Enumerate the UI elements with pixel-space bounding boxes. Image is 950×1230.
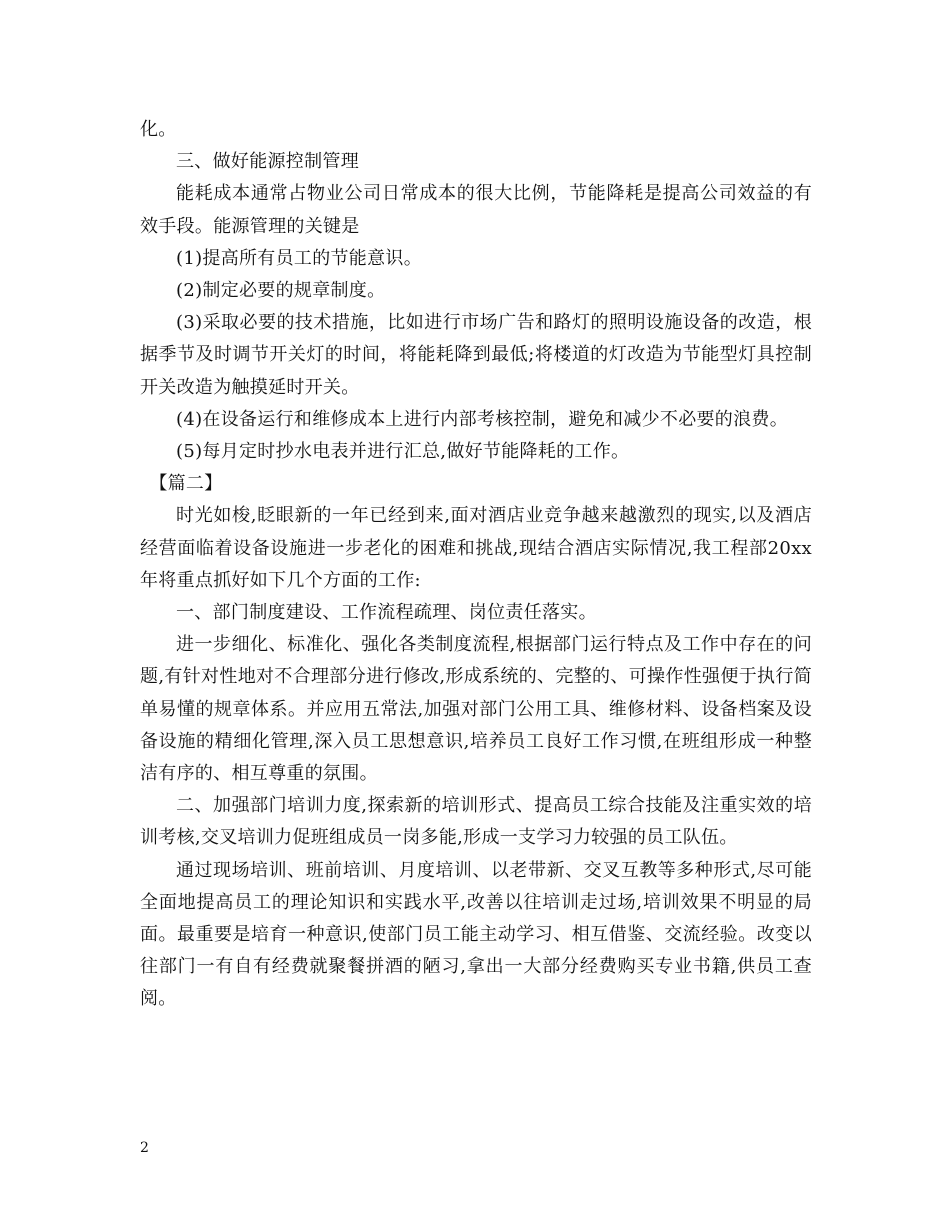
paragraph: 能耗成本通常占物业公司日常成本的很大比例，节能降耗是提高公司效益的有效手段。能源管理的关键是	[140, 183, 812, 237]
chapter-heading-pad	[140, 473, 158, 494]
paragraph: 通过现场培训、班前培训、月度培训、以老带新、交叉互教等多种形式,尽可能全面地提高员工的理论知识和实践水平,改善以往培训走过场,培训效果不明显的局面。最重要是培育一种意识,使部门员工能主动学习、相互借鉴、交流经验。改变以往部门一有自有经费就聚餐拼酒的陋习,拿出一大部分经费购买专业书籍,供员工查阅。	[140, 859, 812, 1010]
paragraph: 进一步细化、标准化、强化各类制度流程,根据部门运行特点及工作中存在的问题,有针对性地对不合理部分进行修改,形成系统的、完整的、可操作性强便于执行简单易懂的规章体系。并应用五常法,加强对部门公用工具、维修材料、设备档案及设备设施的精细化管理,深入员工思想意识,培养员工良好工作习惯,在班组形成一种整洁有序的、相互尊重的氛围。	[140, 634, 812, 785]
list-item: (1)提高所有员工的节能意识。	[176, 247, 422, 269]
section-heading: 一、部门制度建设、工作流程疏理、岗位责任落实。	[176, 602, 597, 624]
list-item: (5)每月定时抄水电表并进行汇总,做好节能降耗的工作。	[176, 441, 630, 463]
paragraph: 化。	[140, 119, 177, 140]
list-item: (2)制定必要的规章制度。	[176, 280, 386, 302]
section-heading: 二、加强部门培训力度,探索新的培训形式、提高员工综合技能及注重实效的培训考核,交叉培训力促班组成员一岗多能,形成一支学习力较强的员工队伍。	[140, 795, 812, 849]
paragraph: 时光如梭,眨眼新的一年已经到来,面对酒店业竞争越来越激烈的现实,以及酒店经营面临着设备设施进一步老化的困难和挑战,现结合酒店实际情况,我工程部20xx年将重点抓好如下几个方面的工作:	[140, 505, 812, 591]
chapter-heading-text: 【篇二】	[158, 473, 223, 495]
page-number: 2	[140, 1140, 149, 1156]
list-item: (3)采取必要的技术措施，比如进行市场广告和路灯的照明设施设备的改造，根据季节及时调节开关灯的时间，将能耗降到最低;将楼道的灯改造为节能型灯具控制开关改造为触摸延时开关。	[140, 312, 812, 398]
chapter-heading	[140, 468, 812, 500]
document-body	[140, 114, 812, 1016]
section-heading: 三、做好能源控制管理	[176, 151, 359, 173]
list-item: (4)在设备运行和维修成本上进行内部考核控制，避免和减少不必要的浪费。	[176, 408, 788, 430]
